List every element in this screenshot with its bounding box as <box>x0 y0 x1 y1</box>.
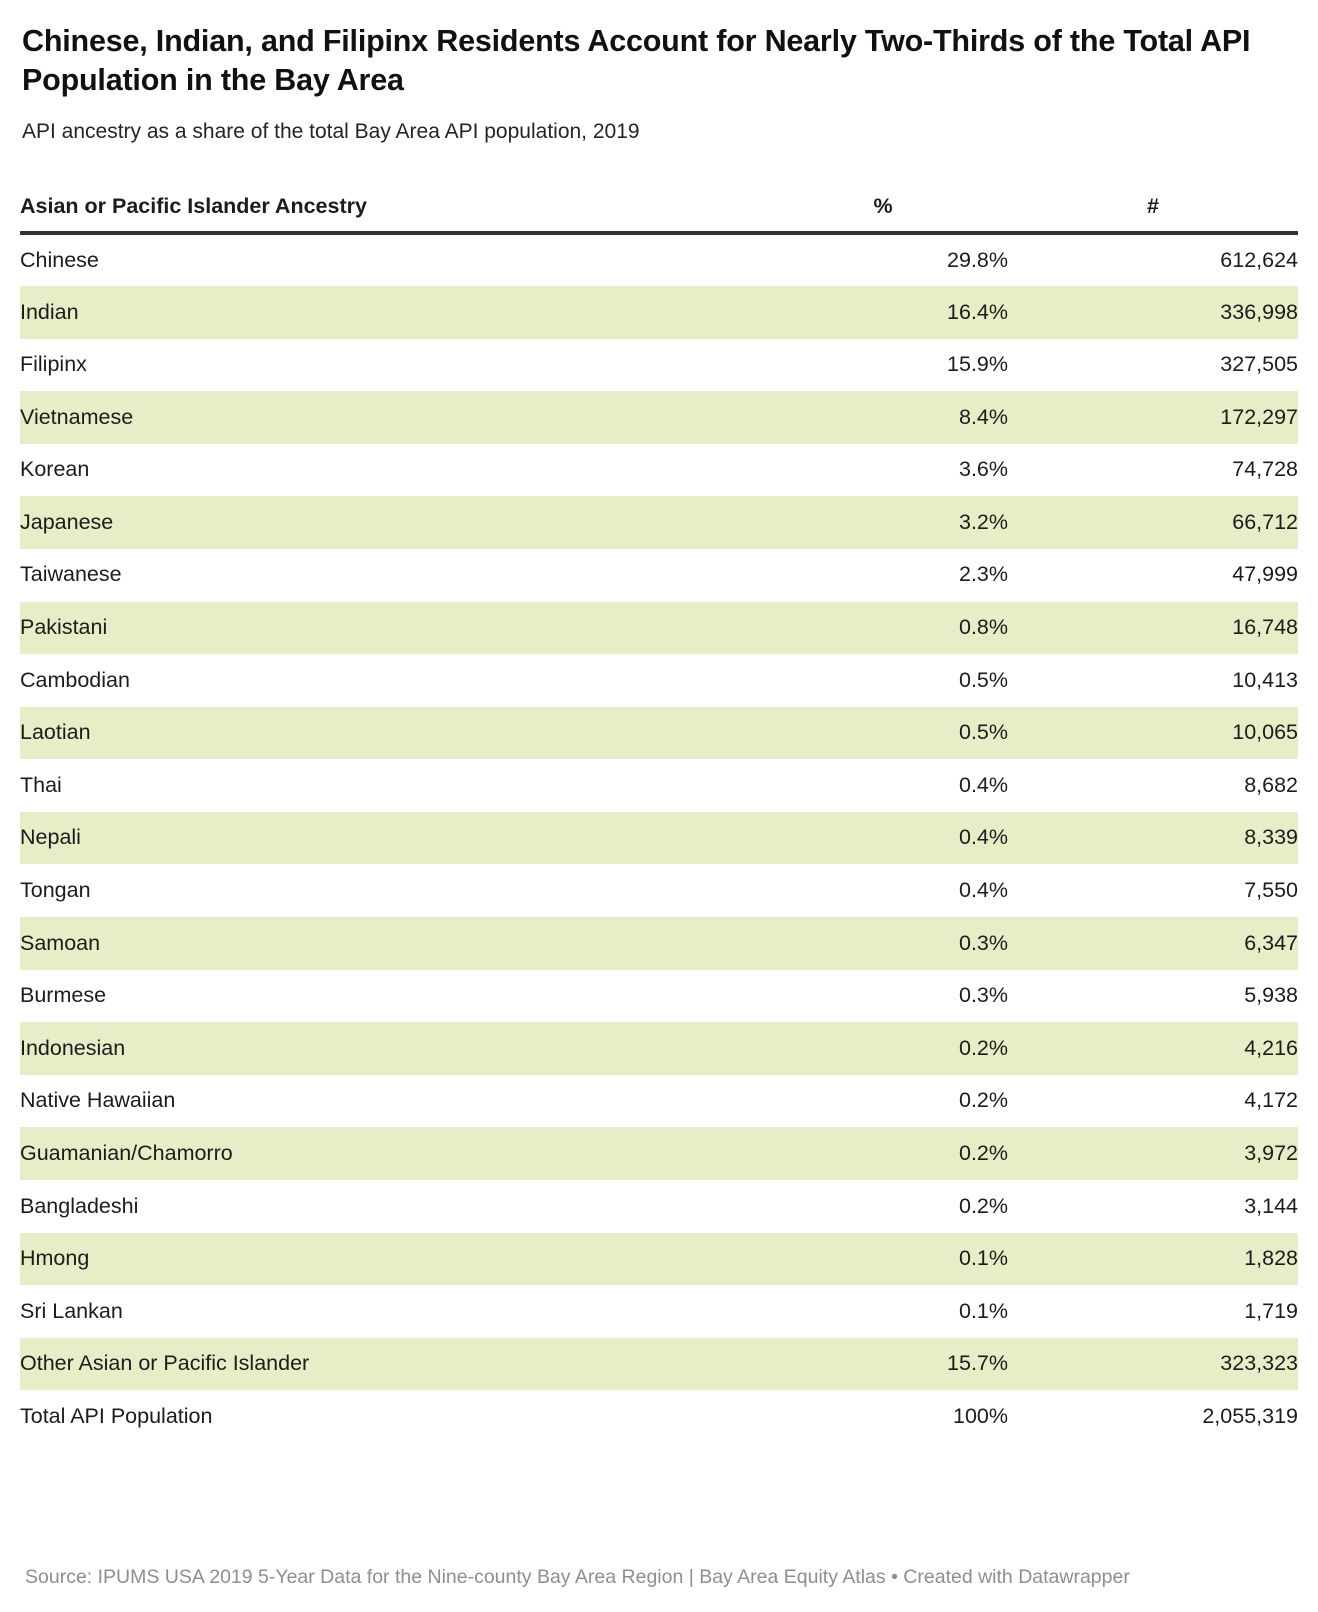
cell-percent: 0.5% <box>958 667 1008 692</box>
cell-count: 10,065 <box>1008 707 1298 760</box>
cell-percent: 0.4% <box>758 812 1008 865</box>
cell-percent: 0.8% <box>758 602 1008 655</box>
cell-percent: 2.3% <box>958 562 1008 587</box>
cell-count: 2,055,319 <box>1008 1390 1298 1443</box>
source-note: Source: IPUMS USA 2019 5-Year Data for the Nine-county Bay Area Region | Bay Area Equity Atlas • Created with Datawrapper <box>25 1565 1130 1588</box>
cell-count: 172,297 <box>1008 391 1298 444</box>
table-row <box>20 1233 1298 1286</box>
table-header-row <box>20 181 1298 233</box>
cell-ancestry: Samoan <box>20 917 758 970</box>
table-row <box>20 970 1298 1023</box>
cell-count: 7,550 <box>1244 878 1298 903</box>
cell-count: 4,172 <box>1244 1088 1298 1113</box>
cell-count: 336,998 <box>1008 286 1298 339</box>
table-row <box>20 602 1298 655</box>
cell-percent: 0.1% <box>958 1298 1008 1323</box>
table-row <box>20 759 1298 812</box>
table-row <box>20 339 1298 392</box>
cell-percent: 29.8% <box>947 247 1008 272</box>
cell-count: 66,712 <box>1008 496 1298 549</box>
cell-ancestry: Sri Lankan <box>20 1298 123 1323</box>
cell-percent: 0.3% <box>758 917 1008 970</box>
cell-count: 10,413 <box>1232 667 1298 692</box>
cell-ancestry: Vietnamese <box>20 391 758 444</box>
cell-percent: 0.2% <box>958 1088 1008 1113</box>
cell-count: 327,505 <box>1220 352 1298 377</box>
cell-ancestry: Indian <box>20 286 758 339</box>
table-row <box>20 444 1298 497</box>
cell-ancestry: Japanese <box>20 496 758 549</box>
cell-ancestry: Cambodian <box>20 667 130 692</box>
table-row <box>20 496 1298 549</box>
cell-count: 47,999 <box>1232 562 1298 587</box>
cell-percent: 15.9% <box>947 352 1008 377</box>
cell-count: 8,682 <box>1244 772 1298 797</box>
cell-percent: 3.6% <box>958 457 1008 482</box>
table-container <box>20 181 1298 1443</box>
cell-count: 5,938 <box>1244 983 1298 1008</box>
page-title: Chinese, Indian, and Filipinx Residents Account for Nearly Two-Thirds of the Total API Population in the Bay Area <box>22 24 1251 98</box>
cell-count: 612,624 <box>1220 247 1298 272</box>
table-row <box>20 1338 1298 1391</box>
table-row <box>20 286 1298 339</box>
cell-count: 8,339 <box>1008 812 1298 865</box>
table-row <box>20 654 1298 707</box>
cell-ancestry: Hmong <box>20 1233 758 1286</box>
table-row <box>20 1022 1298 1075</box>
chart-header <box>20 0 1298 145</box>
table-row <box>20 391 1298 444</box>
api-ancestry-table <box>20 181 1298 1443</box>
cell-ancestry: Indonesian <box>20 1022 758 1075</box>
chart-subtitle: API ancestry as a share of the total Bay Area API population, 2019 <box>22 120 640 144</box>
cell-ancestry: Pakistani <box>20 602 758 655</box>
column-header-count[interactable]: # <box>1008 181 1298 233</box>
table-row <box>20 1180 1298 1233</box>
cell-count: 3,972 <box>1008 1127 1298 1180</box>
cell-percent: 0.2% <box>758 1022 1008 1075</box>
table-row <box>20 864 1298 917</box>
cell-count: 1,719 <box>1244 1298 1298 1323</box>
cell-percent: 16.4% <box>758 286 1008 339</box>
cell-count: 323,323 <box>1008 1338 1298 1391</box>
cell-ancestry: Other Asian or Pacific Islander <box>20 1338 758 1391</box>
cell-ancestry: Burmese <box>20 983 107 1008</box>
cell-percent: 0.3% <box>958 983 1008 1008</box>
cell-count: 4,216 <box>1008 1022 1298 1075</box>
table-body <box>20 233 1298 1443</box>
table-row <box>20 917 1298 970</box>
table-row <box>20 1127 1298 1180</box>
cell-count: 3,144 <box>1244 1193 1298 1218</box>
cell-count: 16,748 <box>1008 602 1298 655</box>
table-row <box>20 812 1298 865</box>
table-header <box>20 181 1298 233</box>
cell-ancestry: Guamanian/Chamorro <box>20 1127 758 1180</box>
cell-ancestry: Taiwanese <box>20 562 122 587</box>
cell-percent: 100% <box>758 1390 1008 1443</box>
column-header-percent[interactable]: % <box>758 181 1008 233</box>
cell-ancestry: Bangladeshi <box>20 1193 139 1218</box>
cell-percent: 0.4% <box>958 772 1008 797</box>
cell-ancestry: Nepali <box>20 812 758 865</box>
cell-percent: 0.2% <box>958 1193 1008 1218</box>
table-row <box>20 1075 1298 1128</box>
column-header-ancestry[interactable]: Asian or Pacific Islander Ancestry <box>20 181 758 233</box>
table-row-total <box>20 1390 1298 1443</box>
cell-count: 6,347 <box>1008 917 1298 970</box>
cell-ancestry: Tongan <box>20 878 91 903</box>
cell-count: 1,828 <box>1008 1233 1298 1286</box>
cell-ancestry: Laotian <box>20 707 758 760</box>
cell-percent: 0.1% <box>758 1233 1008 1286</box>
cell-ancestry: Chinese <box>20 247 99 272</box>
table-row <box>20 1285 1298 1338</box>
cell-percent: 0.4% <box>958 878 1008 903</box>
cell-percent: 8.4% <box>758 391 1008 444</box>
cell-ancestry: Filipinx <box>20 352 87 377</box>
cell-percent: 15.7% <box>758 1338 1008 1391</box>
cell-percent: 0.5% <box>758 707 1008 760</box>
table-row <box>20 233 1298 286</box>
table-row <box>20 707 1298 760</box>
cell-ancestry: Thai <box>20 772 62 797</box>
cell-ancestry: Native Hawaiian <box>20 1088 176 1113</box>
cell-percent: 3.2% <box>758 496 1008 549</box>
cell-percent: 0.2% <box>758 1127 1008 1180</box>
cell-count: 74,728 <box>1232 457 1298 482</box>
table-row <box>20 549 1298 602</box>
cell-ancestry: Korean <box>20 457 90 482</box>
cell-ancestry: Total API Population <box>20 1390 758 1443</box>
